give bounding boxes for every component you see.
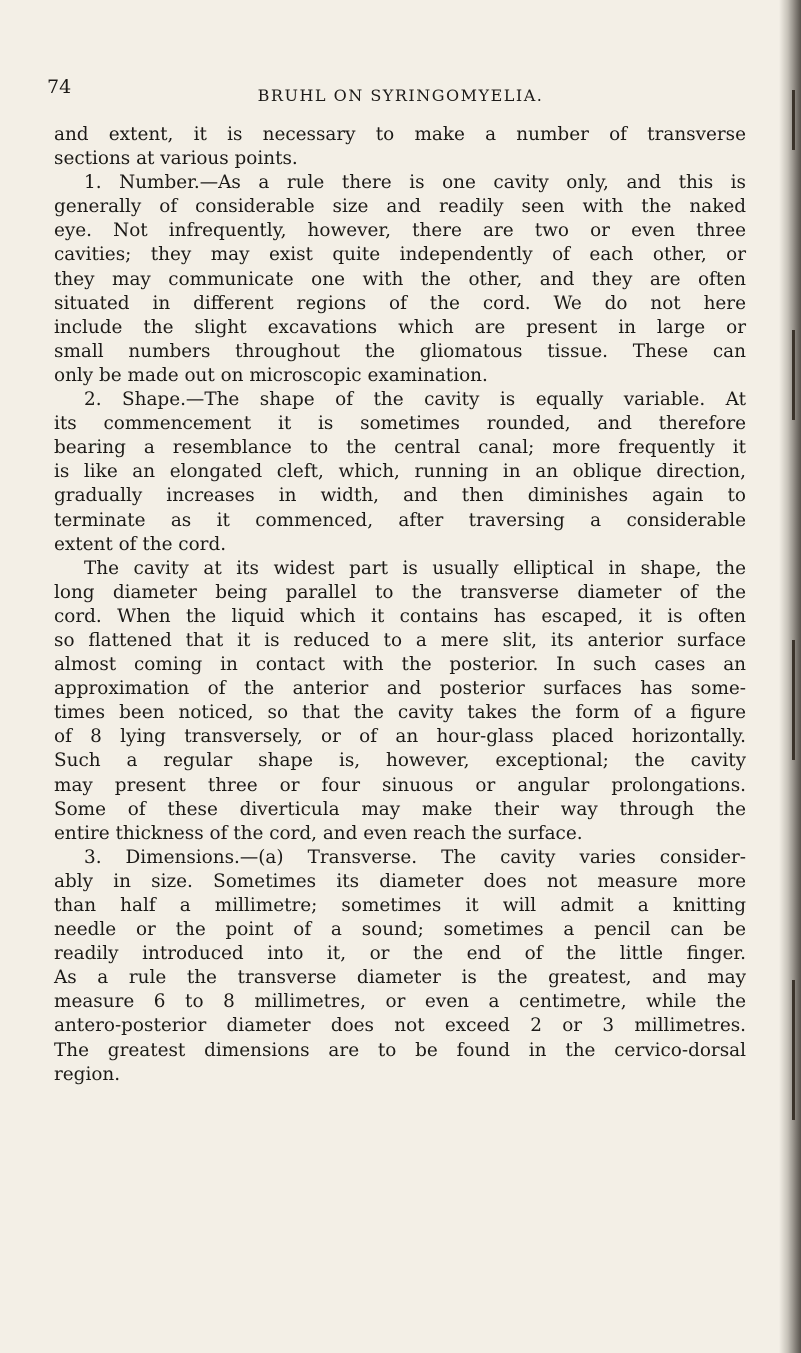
text-line: ably in size. Sometimes its diameter does not measure more (54, 870, 746, 892)
text-line: region. (54, 1063, 121, 1085)
text-line: almost coming in contact with the posterior. In such cases an (54, 654, 746, 676)
text-line: long diameter being parallel to the transverse diameter of the (54, 581, 746, 603)
text-line: The cavity at its widest part is usually elliptical in shape, the (84, 557, 746, 579)
text-line: cord. When the liquid which it contains has escaped, it is often (54, 605, 746, 627)
text-line: is like an elongated cleft, which, running in an oblique direction, (54, 461, 746, 483)
text-line: Such a regular shape is, however, exceptional; the cavity (54, 750, 746, 772)
text-line: times been noticed, so that the cavity takes the form of a figure (54, 702, 746, 724)
text-line: readily introduced into it, or the end of the little finger. (54, 943, 746, 965)
text-line: approximation of the anterior and posterior surfaces has some- (54, 678, 746, 700)
page-number: 74 (47, 76, 72, 98)
text-line: include the slight excavations which are present in large or (54, 316, 746, 338)
text-line: The greatest dimensions are to be found in the cervico-dorsal (54, 1039, 746, 1061)
text-line: of 8 lying transversely, or of an hour-glass placed horizontally. (54, 726, 746, 748)
edge-mark (792, 980, 795, 1120)
paragraph-dimensions: 3. Dimensions.—(a) Transverse. The cavity varies consider- (84, 846, 746, 868)
text-line: gradually increases in width, and then diminishes again to (54, 485, 746, 507)
paragraph-number: 1. Number.—As a rule there is one cavity only, and this is (84, 172, 746, 194)
text-line: they may communicate one with the other, and they are often (54, 268, 746, 290)
text-line: As a rule the transverse diameter is the greatest, and may (54, 967, 746, 989)
text-line: extent of the cord. (54, 533, 227, 555)
paragraph-shape: 2. Shape.—The shape of the cavity is equally variable. At (84, 389, 746, 411)
text-line: eye. Not infrequently, however, there are two or even three (54, 220, 746, 242)
page-binding-edge (779, 0, 801, 1353)
text-line: measure 6 to 8 millimetres, or even a centimetre, while the (54, 991, 746, 1013)
text-line: sections at various points. (54, 148, 298, 170)
text-line: and extent, it is necessary to make a number of transverse (54, 124, 746, 145)
text-line: Some of these diverticula may make their way through the (54, 798, 746, 820)
text-line: only be made out on microscopic examination. (54, 364, 488, 386)
body-text (54, 123, 746, 1087)
text-line: generally of considerable size and readily seen with the naked (54, 196, 746, 218)
text-line: situated in different regions of the cord. We do not here (54, 292, 746, 314)
text-line: entire thickness of the cord, and even reach the surface. (54, 822, 583, 844)
text-line: than half a millimetre; sometimes it will admit a knitting (54, 895, 746, 916)
text-line: antero-posterior diameter does not exceed 2 or 3 millimetres. (54, 1015, 746, 1037)
text-line: may present three or four sinuous or angular prolongations. (54, 774, 746, 796)
edge-mark (792, 640, 795, 760)
text-line: needle or the point of a sound; sometimes a pencil can be (54, 919, 746, 941)
running-head: BRUHL ON SYRINGOMYELIA. (257, 86, 544, 105)
edge-mark (792, 90, 795, 150)
text-line: terminate as it commenced, after traversing a considerable (54, 509, 746, 531)
text-line: small numbers throughout the gliomatous tissue. These can (54, 340, 746, 362)
text-line: cavities; they may exist quite independently of each other, or (54, 244, 746, 266)
text-line: so flattened that it is reduced to a mere slit, its anterior surface (54, 629, 746, 651)
text-line: bearing a resemblance to the central canal; more frequently it (54, 437, 746, 459)
text-line: its commencement it is sometimes rounded, and therefore (54, 413, 746, 435)
edge-mark (792, 330, 795, 420)
